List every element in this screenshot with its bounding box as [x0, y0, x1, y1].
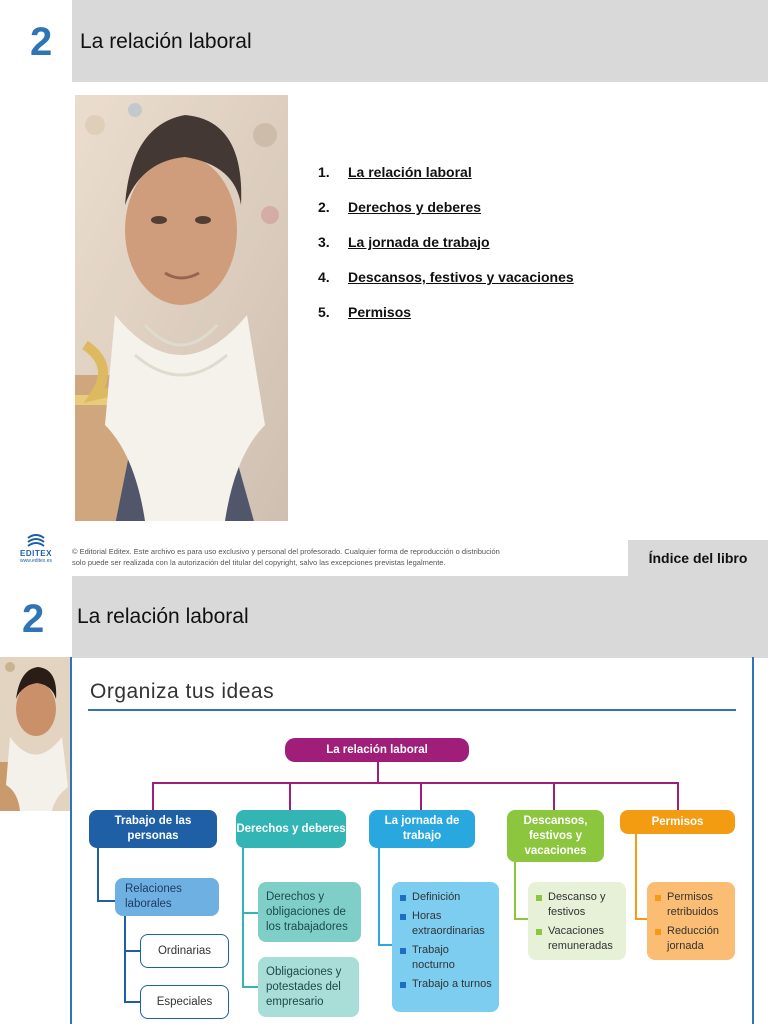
toc-item-2[interactable]: 2. Derechos y deberes — [318, 199, 574, 234]
list-item: Descanso y festivos — [536, 890, 620, 920]
toc-item-5[interactable]: 5. Permisos — [318, 304, 574, 339]
organize-ideas-title: Organiza tus ideas — [90, 680, 275, 703]
list-item: Definición — [400, 890, 493, 905]
toc-link-4[interactable]: Descansos, festivos y vacaciones — [348, 269, 574, 285]
connector-b3-down — [378, 848, 380, 946]
editex-logo-word: EDITEX — [20, 549, 52, 558]
slide1-number: 2 — [30, 20, 53, 64]
connector-b3-child — [378, 944, 392, 946]
slide2-right-border — [752, 657, 754, 1024]
slide2-left-border — [70, 657, 72, 1024]
node-obligaciones-empresario: Obligaciones y potestades del empresario — [258, 957, 359, 1017]
jornada-items-box — [392, 882, 499, 1012]
connector-b2-child2 — [242, 986, 258, 988]
connector-branch-5 — [677, 782, 679, 810]
editex-logo[interactable] — [12, 534, 60, 564]
toc-item-1[interactable]: 1. La relación laboral — [318, 164, 574, 199]
node-jornada-trabajo: La jornada de trabajo — [369, 810, 475, 848]
list-item: Vacaciones remuneradas — [536, 924, 620, 954]
connector-b5-child — [635, 918, 647, 920]
editex-mark-icon — [12, 534, 60, 549]
list-item: Trabajo a turnos — [400, 977, 493, 992]
man-photo-thumbnail — [0, 657, 70, 811]
descansos-items-box — [528, 882, 626, 960]
node-ordinarias: Ordinarias — [140, 934, 229, 968]
node-derechos-deberes: Derechos y deberes — [236, 810, 346, 848]
connector-b1-especiales — [124, 1001, 140, 1003]
organize-ideas-rule — [88, 709, 736, 711]
connector-root-down — [377, 762, 379, 782]
connector-b5-down — [635, 834, 637, 920]
table-of-contents — [318, 164, 574, 339]
list-item: Trabajo nocturno — [400, 943, 493, 973]
diagram-root-node: La relación laboral — [285, 738, 469, 762]
list-item: Reducción jornada — [655, 924, 729, 954]
list-item: Horas extraordinarias — [400, 909, 493, 939]
book-index-button[interactable]: Índice del libro — [628, 540, 768, 576]
toc-item-3[interactable]: 3. La jornada de trabajo — [318, 234, 574, 269]
connector-b1-sub — [124, 915, 126, 1003]
node-permisos: Permisos — [620, 810, 735, 834]
connector-branch-4 — [553, 782, 555, 810]
toc-item-4[interactable]: 4. Descansos, festivos y vacaciones — [318, 269, 574, 304]
node-descansos: Descansos, festivos y vacaciones — [507, 810, 604, 862]
connector-b1-child — [97, 900, 115, 902]
list-item: Permisos retribuidos — [655, 890, 729, 920]
toc-link-3[interactable]: La jornada de trabajo — [348, 234, 490, 250]
slide1-title: La relación laboral — [80, 30, 252, 53]
man-photo — [75, 95, 288, 521]
node-derechos-obligaciones-trabajadores: Derechos y obligaciones de los trabajadores — [258, 882, 361, 942]
toc-link-2[interactable]: Derechos y deberes — [348, 199, 482, 215]
connector-b1-ordinarias — [124, 950, 140, 952]
node-trabajo-personas: Trabajo de las personas — [89, 810, 217, 848]
connector-b4-child — [514, 918, 528, 920]
connector-b1-down — [97, 848, 99, 902]
toc-link-1[interactable]: La relación laboral — [348, 164, 472, 180]
slide2-title: La relación laboral — [77, 605, 249, 628]
editex-logo-url: www.editex.es — [20, 558, 52, 564]
node-especiales: Especiales — [140, 985, 229, 1019]
connector-b2-child1 — [242, 912, 258, 914]
node-relaciones-laborales: Relaciones laborales — [115, 878, 219, 916]
connector-branch-1 — [152, 782, 154, 810]
copyright-notice: © Editorial Editex. Este archivo es para uso exclusivo y personal del profesorado. Cualquier forma de reproducción o distribución solo puede ser realizada con la autorización del titular del copyright, salvo las excepciones previstas legalmente. — [72, 547, 500, 567]
toc-link-5[interactable]: Permisos — [348, 304, 412, 320]
connector-b2-down — [242, 848, 244, 988]
slide2-number: 2 — [22, 597, 45, 641]
permisos-items-box — [647, 882, 735, 960]
connector-branch-3 — [420, 782, 422, 810]
connector-horizontal — [152, 782, 679, 784]
connector-branch-2 — [289, 782, 291, 810]
connector-b4-down — [514, 862, 516, 920]
